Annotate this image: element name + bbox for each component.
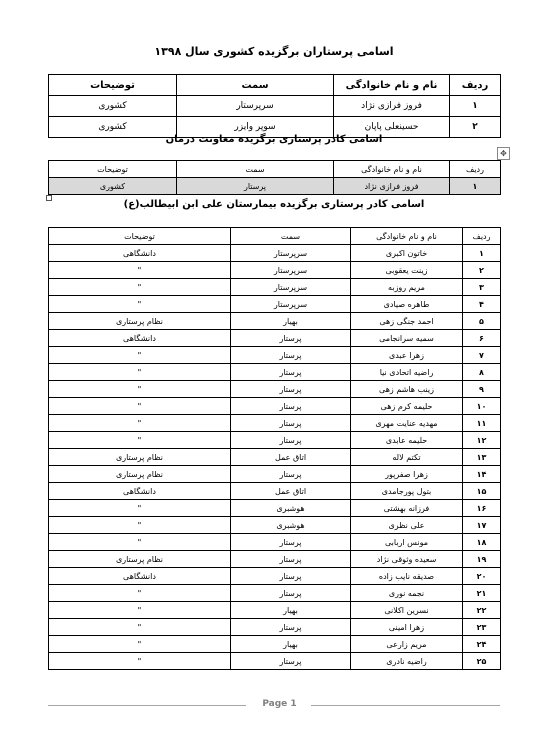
column-header: سمت [231, 228, 351, 245]
table-cell: " [49, 585, 231, 602]
table-row [49, 245, 501, 262]
table-cell: ۲۱ [463, 585, 501, 602]
table-cell: ۱ [463, 245, 501, 262]
table-cell: ۲۴ [463, 636, 501, 653]
column-header: سمت [177, 75, 334, 96]
table-cell: " [49, 500, 231, 517]
section1-title: اسامی پرستاران برگزیده کشوری سال ۱۳۹۸ [154, 45, 394, 58]
table-cell: ۲ [450, 117, 501, 138]
table-cell: " [49, 619, 231, 636]
table-row [49, 636, 501, 653]
table-cell: حلیمه عابدی [351, 432, 463, 449]
table-cell: ۲۰ [463, 568, 501, 585]
table-cell: مونس اربابی [351, 534, 463, 551]
table-cell: فروز فرازی نژاد [334, 96, 450, 117]
table-cell: " [49, 602, 231, 619]
table-cell: دانشگاهی [49, 568, 231, 585]
table-cell: فرزانه بهشتی [351, 500, 463, 517]
table-cell: مهدیه عنایت مهری [351, 415, 463, 432]
table-cell: " [49, 653, 231, 670]
table-cell: مریم روزبه [351, 279, 463, 296]
table-cell: ۲۲ [463, 602, 501, 619]
table-cell: ۲ [463, 262, 501, 279]
table-cell: پرستار [231, 364, 351, 381]
table-move-handle-icon[interactable]: ✥ [497, 147, 510, 160]
column-header: نام و نام خانوادگی [351, 228, 463, 245]
table-cell: " [49, 364, 231, 381]
table-row [49, 449, 501, 466]
column-header: ردیف [450, 161, 501, 178]
table-cell: ۱۹ [463, 551, 501, 568]
table-cell: " [49, 279, 231, 296]
table-row [49, 602, 501, 619]
table-cell: ۱۱ [463, 415, 501, 432]
table-cell: سمیه سرانجامی [351, 330, 463, 347]
table-row [49, 415, 501, 432]
table-row [49, 398, 501, 415]
table-row [49, 500, 501, 517]
table-cell: پرستار [231, 534, 351, 551]
table-cell: دانشگاهی [49, 330, 231, 347]
table-cell: کشوری [49, 96, 177, 117]
table-cell: پرستار [231, 568, 351, 585]
table-row [49, 347, 501, 364]
column-header: ردیف [463, 228, 501, 245]
table-cell: ۱۵ [463, 483, 501, 500]
table-cell: ۷ [463, 347, 501, 364]
table-cell: ۲۵ [463, 653, 501, 670]
table-cell: بهیار [231, 636, 351, 653]
table-row [49, 432, 501, 449]
table-cell: پرستار [231, 653, 351, 670]
table-cell: حسینعلی پاپان [334, 117, 450, 138]
table-cell: نظام پرستاری [49, 551, 231, 568]
table-cell: مریم زارعی [351, 636, 463, 653]
table-cell: پرستار [231, 415, 351, 432]
table-cell: حلیمه کرم زهی [351, 398, 463, 415]
table-row [49, 313, 501, 330]
table-cell: دانشگاهی [49, 245, 231, 262]
table-cell: اتاق عمل [231, 449, 351, 466]
table-row [49, 551, 501, 568]
table-cell: سرپرستار [231, 245, 351, 262]
table-cell: " [49, 381, 231, 398]
table-cell: دانشگاهی [49, 483, 231, 500]
table-cell: نظام پرستاری [49, 449, 231, 466]
table-cell: پرستار [231, 381, 351, 398]
table-cell: کشوری [49, 117, 177, 138]
table-cell: بتول پورجامدی [351, 483, 463, 500]
table-cell: سرپرستار [177, 96, 334, 117]
table-cell: زینت یعقوبی [351, 262, 463, 279]
table-cell: ۱۰ [463, 398, 501, 415]
table-cell: سوپر وایزر [177, 117, 334, 138]
table-cell: ۱۷ [463, 517, 501, 534]
table-row [49, 517, 501, 534]
table-row [49, 653, 501, 670]
page-number: Page 1 [262, 699, 297, 709]
section2-title: اسامی کادر پرستاری برگزیده معاونت درمان [165, 134, 383, 145]
table-cell: راضیه اتحادی نیا [351, 364, 463, 381]
table-cell: سرپرستار [231, 296, 351, 313]
table-row [49, 178, 501, 195]
table-cell: زهرا امینی [351, 619, 463, 636]
table-row [49, 483, 501, 500]
table-cell: بهیار [231, 313, 351, 330]
hospital-nurses-table [48, 227, 501, 670]
column-header: ردیف [450, 75, 501, 96]
table-cell: هوشبری [231, 500, 351, 517]
table-cell: " [49, 517, 231, 534]
table-cell: ۵ [463, 313, 501, 330]
section3-title: اسامی کادر پرستاری برگزیده بیمارستان علی ابن ابیطالب(ع) [123, 199, 425, 210]
table-cell: ۱۶ [463, 500, 501, 517]
table-cell: هوشبری [231, 517, 351, 534]
table-row [49, 585, 501, 602]
table-row [49, 96, 501, 117]
table-cell: ۱۴ [463, 466, 501, 483]
table-row [49, 568, 501, 585]
table-cell: صدیقه نایب زاده [351, 568, 463, 585]
table-row [49, 381, 501, 398]
table-row [49, 296, 501, 313]
table-cell: پرستار [231, 330, 351, 347]
table-cell: ۱۲ [463, 432, 501, 449]
table-row [49, 619, 501, 636]
table-cell: ۸ [463, 364, 501, 381]
table-cell: سرپرستار [231, 262, 351, 279]
table-cell: پرستار [177, 178, 334, 195]
column-header: نام و نام خانوادگی [334, 161, 450, 178]
table-cell: راضیه نادری [351, 653, 463, 670]
treatment-deputy-table [48, 160, 501, 195]
table-cell: تکتم لاله [351, 449, 463, 466]
table-cell: نجمه نوری [351, 585, 463, 602]
table-cell: پرستار [231, 398, 351, 415]
table-cell: ۱۳ [463, 449, 501, 466]
table-cell: " [49, 262, 231, 279]
table-cell: " [49, 415, 231, 432]
table-cell: خاتون اکبری [351, 245, 463, 262]
table-cell: زینب هاشم زهی [351, 381, 463, 398]
table-cell: سعیده وثوقی نژاد [351, 551, 463, 568]
table-cell: کشوری [49, 178, 177, 195]
table-cell: پرستار [231, 585, 351, 602]
table-cell: سرپرستار [231, 279, 351, 296]
table-row [49, 330, 501, 347]
table-row [49, 466, 501, 483]
table-row [49, 262, 501, 279]
table-cell: نظام پرستاری [49, 466, 231, 483]
table-cell: زهرا صفرپور [351, 466, 463, 483]
table-cell: اتاق عمل [231, 483, 351, 500]
table-cell: " [49, 432, 231, 449]
table-cell: پرستار [231, 619, 351, 636]
table-cell: ۱ [450, 96, 501, 117]
table-cell: پرستار [231, 466, 351, 483]
table-cell: بهیار [231, 602, 351, 619]
column-header: نام و نام خانوادگی [334, 75, 450, 96]
column-header: سمت [177, 161, 334, 178]
table-cell: ۶ [463, 330, 501, 347]
table-cell: " [49, 534, 231, 551]
table-cell: ۱ [450, 178, 501, 195]
table-cell: " [49, 636, 231, 653]
table-cell: " [49, 398, 231, 415]
table-cell: نظام پرستاری [49, 313, 231, 330]
table-cell: ۲۳ [463, 619, 501, 636]
table-cell: پرستار [231, 432, 351, 449]
table-cell: ۱۸ [463, 534, 501, 551]
table-cell: طاهره صیادی [351, 296, 463, 313]
table-cell: " [49, 347, 231, 364]
table-cell: فروز فرازی نژاد [334, 178, 450, 195]
table-cell: ۴ [463, 296, 501, 313]
table-cell: پرستار [231, 347, 351, 364]
national-nurses-table [48, 74, 501, 138]
table-cell: احمد جنگی زهی [351, 313, 463, 330]
table-cell: علی نظری [351, 517, 463, 534]
table-row [49, 534, 501, 551]
column-header: توضیحات [49, 75, 177, 96]
table-cell: زهرا عبدی [351, 347, 463, 364]
table-cell: پرستار [231, 551, 351, 568]
table-row [49, 279, 501, 296]
column-header: توضیحات [49, 228, 231, 245]
table-cell: نسرین اکلانی [351, 602, 463, 619]
table-cell: ۹ [463, 381, 501, 398]
table-cell: ۳ [463, 279, 501, 296]
column-header: توضیحات [49, 161, 177, 178]
table-cell: " [49, 296, 231, 313]
table-row [49, 364, 501, 381]
